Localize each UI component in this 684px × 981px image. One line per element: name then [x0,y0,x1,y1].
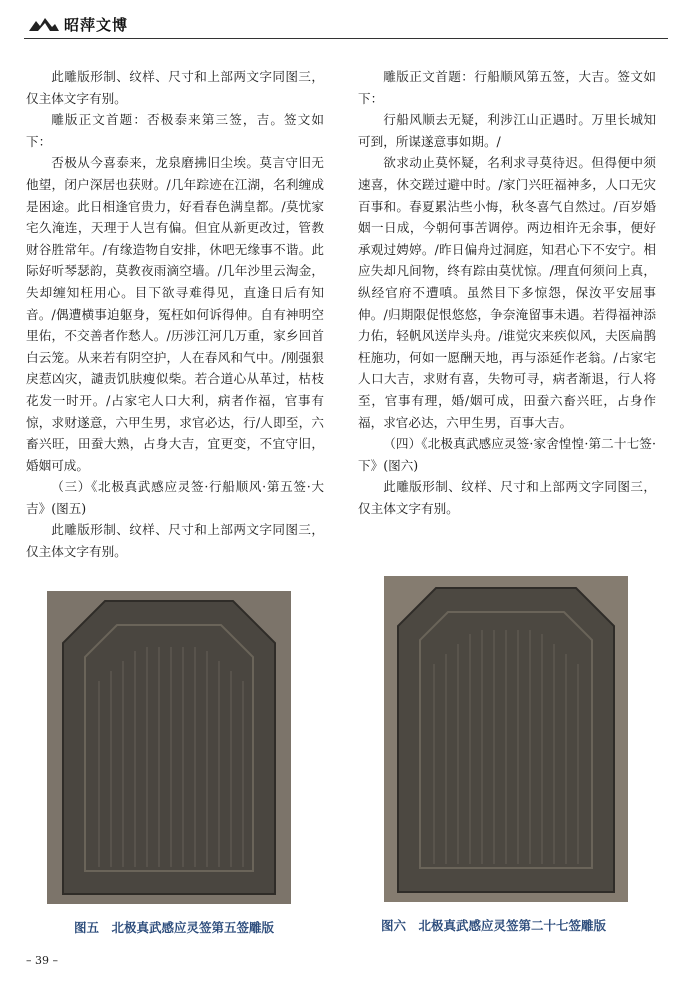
mountain-logo-icon [28,16,60,32]
section-heading: （三）《北极真武感应灵签·行船顺风·第五签·大吉》(图五) [26,479,324,516]
paragraph: 雕版正文首题：行船顺风第五签，大吉。签文如下： [358,69,656,106]
right-column [358,66,656,519]
paragraph: 否极从今喜泰来，龙泉磨拂旧尘埃。莫言守旧无他望，闭户深居也获财。/几年踪迹在江湖，名利缠成是困途。此日相逢官贵力，好看春色满皇都。/莫忧家宅久淹连，天理于人岂有偏。但宜从新更改过，管教财谷胜常年。/有缘造物自安排，休吧无缘事不谐。此际好听琴瑟韵，莫教夜雨滴空墙。/几年沙里云淘金，失却缠知枉用心。目下欲寻难得见，直逢日后有知音。/偶遭横事迫躯身，冤枉如何诉得伸。自有神明空里佑，不交善者作愁人。/历涉江河几万重，家乡回首白云笼。从来若有阴空护，人在春风和气中。/刚强狠戾惹凶灾，譴责饥肤瘦似柴。若合道心从革过，枯枝花发一时开。/占家宅人口大利，病者作福，官事有惊，求财遂意，六甲生男，求官必达，行/人即至，六畜兴旺，田蚕大熟，占身大吉，宜更变，不宜守旧，婚姻可成。 [26,155,324,473]
paragraph: 行船风顺去无疑，利涉江山正遇时。万里长城知可到，所谋遂意事如期。/ [358,112,656,149]
page-number: – 39 – [26,954,58,967]
paragraph: 此雕版形制、纹样、尺寸和上部两文字同图三，仅主体文字有别。 [358,479,656,516]
figure-5-photo [47,591,291,904]
figure-6-photo [384,576,628,902]
journal-name: 昭萍文博 [64,16,129,34]
page-header [24,10,668,39]
paragraph: 欲求动止莫怀疑，名利求寻莫待迟。但得便中须速喜，休交蹉过避中时。/家门兴旺福神多，人口无灾百事和。春夏累沾些小悔，秋冬喜气自然过。/百岁婚姻一日成，今朝何事苦调停。两边相许无余事，便好承观过娉婷。/昨日偏舟过洞庭，知君心下不安宁。相应失却凡间物，终有踪由莫忧惊。/理直何须问上真，纵经官府不遭嗔。虽然目下多惊怨，保汝平安屈事伸。/归期限促恨悠悠，争奈淹留事未遇。若得福神添力佑，轻帆风送岸头舟。/谁觉灾来疾似风，夫医扁鹊枉施功，何如一愿酬天地，再与添延作老翁。/占家宅人口大吉，求财有喜，失物可寻，病者渐退，行人将至，官事有理，婚/姻可成，田蚕六畜兴旺，占身作福，求官必达，六甲生男，百事大吉。 [358,155,656,430]
section-heading: （四）《北极真武感应灵签·家舍惶惶·第二十七签·下》(图六) [358,436,656,473]
paragraph: 雕版正文首题：否极泰来第三签，吉。签文如下： [26,112,324,149]
left-column [26,66,324,563]
paragraph: 此雕版形制、纹样、尺寸和上部两文字同图三，仅主体文字有别。 [26,522,324,560]
paragraph: 此雕版形制、纹样、尺寸和上部两文字同图三，仅主体文字有别。 [26,69,324,106]
figure-5-caption: 图五 北极真武感应灵签第五签雕版 [74,920,275,935]
figure-6-caption: 图六 北极真武感应灵签第二十七签雕版 [381,918,607,933]
